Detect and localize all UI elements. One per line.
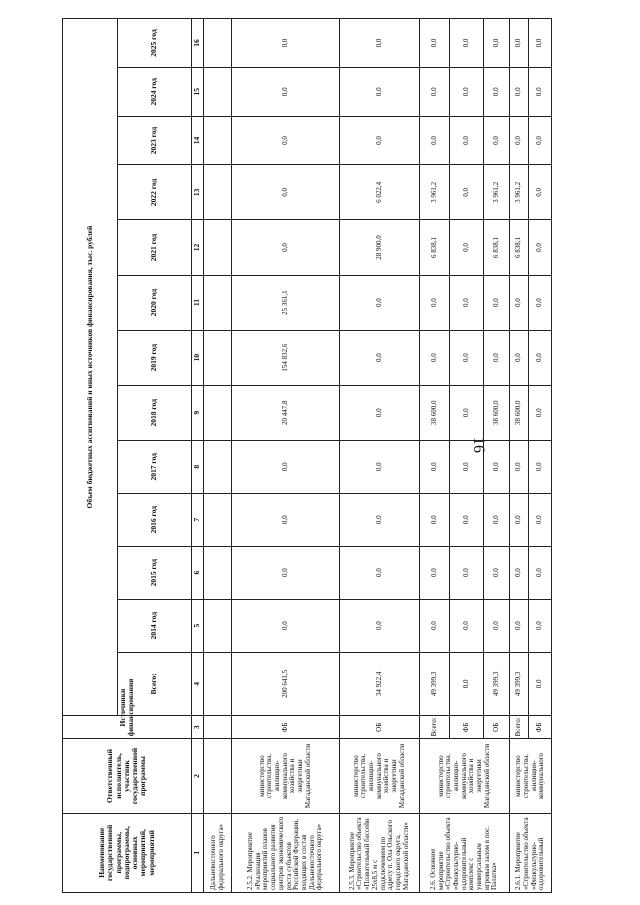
table-row	[232, 19, 340, 893]
row-value: 0,0	[450, 19, 484, 68]
row-value: 0,0	[450, 275, 484, 330]
table-row	[204, 19, 232, 893]
row-value: 0,0	[340, 116, 420, 165]
header-year: 2018 год	[118, 385, 192, 440]
row-source: Всего:	[510, 716, 529, 739]
row-value: 0,0	[450, 330, 484, 385]
row-executor	[204, 739, 232, 813]
row-total: 0,0	[529, 652, 552, 716]
row-value: 0,0	[340, 19, 420, 68]
row-value: 0,0	[450, 67, 484, 116]
row-value: 0,0	[510, 599, 529, 652]
row-name: 2.5.2. Мероприятие «Реализация мероприятий планов социального развития центров экономического роста субъектов Российской Федерации, входящих в состав Дальневосточного федерального округа»	[232, 813, 340, 892]
row-value: 0,0	[529, 330, 552, 385]
column-number: 1	[192, 813, 204, 892]
row-value: 0,0	[232, 19, 340, 68]
row-value: 0,0	[484, 116, 510, 165]
row-value	[204, 440, 232, 493]
row-value: 0,0	[510, 19, 529, 68]
row-value: 0,0	[340, 330, 420, 385]
row-value: 0,0	[529, 493, 552, 546]
row-value	[204, 116, 232, 165]
row-total: 49 399,3	[510, 652, 529, 716]
row-value: 0,0	[232, 116, 340, 165]
row-value: 0,0	[232, 599, 340, 652]
row-value: 0,0	[450, 599, 484, 652]
row-value: 0,0	[450, 165, 484, 220]
row-value: 0,0	[450, 440, 484, 493]
header-year: 2020 год	[118, 275, 192, 330]
row-value: 0,0	[510, 330, 529, 385]
row-value: 0,0	[529, 385, 552, 440]
row-value: 38 600,0	[484, 385, 510, 440]
row-value: 0,0	[529, 165, 552, 220]
row-value: 0,0	[450, 493, 484, 546]
header-year: 2017 год	[118, 440, 192, 493]
header-name: Наименование государственной программы, подпрограммы, основных мероприятий, мероприятий	[63, 813, 192, 892]
column-number: 9	[192, 385, 204, 440]
row-total: 0,0	[450, 652, 484, 716]
row-name: Дальневосточного федерального округа»	[204, 813, 232, 892]
column-number: 7	[192, 493, 204, 546]
row-value: 3 961,2	[484, 165, 510, 220]
row-value: 6 838,1	[420, 220, 450, 275]
row-total: 34 922,4	[340, 652, 420, 716]
row-value: 0,0	[420, 67, 450, 116]
row-value	[204, 385, 232, 440]
row-value: 0,0	[529, 220, 552, 275]
header-year: 2014 год	[118, 599, 192, 652]
row-value: 0,0	[484, 275, 510, 330]
row-value: 0,0	[450, 220, 484, 275]
header-year: 2016 год	[118, 493, 192, 546]
row-value: 0,0	[450, 116, 484, 165]
row-value: 0,0	[232, 440, 340, 493]
row-value: 0,0	[484, 546, 510, 599]
header-year: 2019 год	[118, 330, 192, 385]
row-value: 0,0	[420, 599, 450, 652]
row-value	[204, 220, 232, 275]
row-name: 2.5.3. Мероприятие «Строительство объекта «Плавательный бассейн 25х8,5 м с подключением по адресу п. Ола Ольского городского округа, Магаданской области»	[340, 813, 420, 892]
block-name: 2.6. Основное мероприятие «Строительство объекта «Физкультурно-оздоровительный комплекс с универсальным игровым залом в пос. Палатка»	[420, 813, 510, 892]
table-row	[510, 19, 529, 893]
row-value	[204, 165, 232, 220]
row-source: Всего:	[420, 716, 450, 739]
row-value: 0,0	[232, 220, 340, 275]
page-number: 16	[470, 437, 487, 453]
row-value: 25 361,1	[232, 275, 340, 330]
row-value: 0,0	[529, 599, 552, 652]
row-value: 154 832,6	[232, 330, 340, 385]
row-value: 0,0	[484, 599, 510, 652]
column-number: 12	[192, 220, 204, 275]
row-value: 0,0	[450, 546, 484, 599]
row-value: 0,0	[510, 493, 529, 546]
table-row	[420, 19, 450, 893]
row-value: 0,0	[340, 440, 420, 493]
row-value: 0,0	[420, 330, 450, 385]
column-number: 13	[192, 165, 204, 220]
financing-table	[62, 18, 552, 893]
rotated-table-container	[62, 18, 546, 893]
row-value: 0,0	[529, 546, 552, 599]
row-value: 0,0	[529, 440, 552, 493]
column-number: 4	[192, 652, 204, 716]
row-source: ОБ	[484, 716, 510, 739]
row-value: 6 838,1	[510, 220, 529, 275]
row-total: 49 399,3	[420, 652, 450, 716]
row-value: 6 022,4	[340, 165, 420, 220]
row-source: ФБ	[450, 716, 484, 739]
column-number: 11	[192, 275, 204, 330]
row-value: 0,0	[529, 67, 552, 116]
row-value: 0,0	[420, 116, 450, 165]
row-value: 38 600,0	[510, 385, 529, 440]
row-value: 0,0	[529, 19, 552, 68]
block-name: 2.6.1. Мероприятие «Строительство объекта «Физкультурно-оздоровительный	[510, 813, 552, 892]
row-value: 0,0	[340, 599, 420, 652]
row-value: 0,0	[232, 493, 340, 546]
column-number: 14	[192, 116, 204, 165]
row-value: 0,0	[420, 19, 450, 68]
row-value: 0,0	[510, 67, 529, 116]
row-source: ОБ	[340, 716, 420, 739]
header-year: 2021 год	[118, 220, 192, 275]
row-value: 0,0	[340, 385, 420, 440]
column-number: 5	[192, 599, 204, 652]
row-value: 0,0	[450, 385, 484, 440]
row-executor: министерство строительства, жилищно-коммунального хозяйства и энергетики Магаданской области	[340, 739, 420, 813]
column-number: 3	[192, 716, 204, 739]
row-value	[204, 330, 232, 385]
row-value: 0,0	[232, 67, 340, 116]
row-value: 0,0	[340, 493, 420, 546]
header-year: 2025 год	[118, 19, 192, 68]
row-value: 3 961,2	[510, 165, 529, 220]
row-source	[204, 716, 232, 739]
row-value: 28 900,0	[340, 220, 420, 275]
block-executor: министерство строительства, жилищно-коммунального	[510, 739, 552, 813]
header-volume: Объем бюджетных ассигнований и иных источников финансирования, тыс. рублей	[63, 19, 118, 716]
row-value: 0,0	[529, 275, 552, 330]
column-number: 8	[192, 440, 204, 493]
row-total	[204, 652, 232, 716]
row-value: 0,0	[510, 546, 529, 599]
row-value	[204, 493, 232, 546]
column-number: 16	[192, 19, 204, 68]
row-value: 0,0	[529, 116, 552, 165]
row-value	[204, 67, 232, 116]
row-value: 0,0	[340, 67, 420, 116]
row-source: ФБ	[232, 716, 340, 739]
column-number: 6	[192, 546, 204, 599]
row-executor: министерство строительства, жилищно-коммунального хозяйства и энергетики Магаданской области	[232, 739, 340, 813]
row-value	[204, 19, 232, 68]
row-value: 0,0	[232, 165, 340, 220]
row-value: 0,0	[484, 67, 510, 116]
column-numbers-row	[192, 19, 204, 893]
row-value: 0,0	[232, 546, 340, 599]
header-year: 2023 год	[118, 116, 192, 165]
block-executor: министерство строительства, жилищно-коммунального хозяйства и энергетики Магаданской области	[420, 739, 510, 813]
header-executor: Ответственный исполнитель, участник государственной программы	[63, 739, 192, 813]
header-source-text: Источники финансирования	[117, 678, 135, 737]
row-value: 0,0	[420, 275, 450, 330]
row-value: 6 838,1	[484, 220, 510, 275]
row-value: 0,0	[510, 440, 529, 493]
row-value: 0,0	[340, 546, 420, 599]
row-value: 0,0	[484, 330, 510, 385]
row-value: 0,0	[420, 546, 450, 599]
header-year: 2022 год	[118, 165, 192, 220]
row-value	[204, 546, 232, 599]
row-value: 0,0	[340, 275, 420, 330]
header-year: 2015 год	[118, 546, 192, 599]
row-value: 0,0	[420, 440, 450, 493]
row-source: ФБ	[529, 716, 552, 739]
row-total: 200 641,5	[232, 652, 340, 716]
row-value: 3 961,2	[420, 165, 450, 220]
row-value: 0,0	[484, 440, 510, 493]
row-value: 0,0	[510, 116, 529, 165]
header-year: 2024 год	[118, 67, 192, 116]
column-number: 10	[192, 330, 204, 385]
row-total: 49 399,3	[484, 652, 510, 716]
row-value: 0,0	[420, 493, 450, 546]
column-number: 15	[192, 67, 204, 116]
row-value: 0,0	[484, 493, 510, 546]
row-value	[204, 275, 232, 330]
row-value: 0,0	[510, 275, 529, 330]
row-value	[204, 599, 232, 652]
row-value: 20 447,8	[232, 385, 340, 440]
row-value: 38 600,0	[420, 385, 450, 440]
row-value: 0,0	[484, 19, 510, 68]
table-row	[340, 19, 420, 893]
header-total: Всего:	[118, 652, 192, 716]
column-number: 2	[192, 739, 204, 813]
